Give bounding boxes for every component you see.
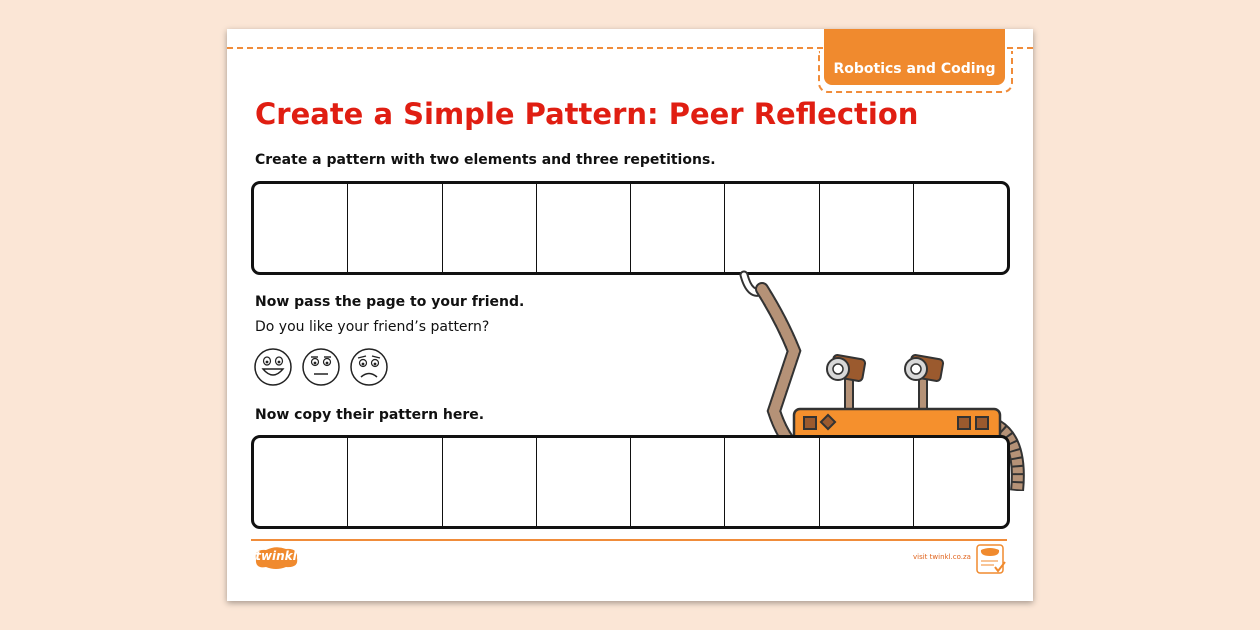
pattern-cell[interactable] bbox=[914, 438, 1007, 526]
worksheet-page bbox=[227, 29, 1033, 601]
pattern-cell[interactable] bbox=[254, 184, 348, 272]
pattern-cell[interactable] bbox=[725, 438, 819, 526]
pattern-cell[interactable] bbox=[820, 438, 914, 526]
page-title: Create a Simple Pattern: Peer Reflection bbox=[255, 97, 919, 131]
pattern-cell[interactable] bbox=[820, 184, 914, 272]
pattern-cell[interactable] bbox=[348, 438, 442, 526]
question-like-pattern: Do you like your friend’s pattern? bbox=[255, 319, 490, 335]
pattern-cell[interactable] bbox=[914, 184, 1007, 272]
happy-face-icon[interactable] bbox=[253, 347, 293, 387]
logo-text: twinkl bbox=[255, 549, 297, 563]
footer-url[interactable]: visit twinkl.co.za bbox=[913, 553, 971, 561]
rating-faces bbox=[253, 347, 389, 387]
pattern-cell[interactable] bbox=[443, 438, 537, 526]
neutral-face-icon[interactable] bbox=[301, 347, 341, 387]
pattern-cell[interactable] bbox=[537, 438, 631, 526]
checked-badge-icon bbox=[976, 544, 1006, 574]
pattern-cell[interactable] bbox=[348, 184, 442, 272]
instruction-pass-page: Now pass the page to your friend. bbox=[255, 294, 525, 310]
twinkl-logo bbox=[252, 545, 300, 571]
pattern-cell[interactable] bbox=[537, 184, 631, 272]
pattern-cell[interactable] bbox=[725, 184, 819, 272]
pattern-cell[interactable] bbox=[254, 438, 348, 526]
pattern-cell[interactable] bbox=[443, 184, 537, 272]
instruction-copy-pattern: Now copy their pattern here. bbox=[255, 407, 485, 423]
sad-face-icon[interactable] bbox=[349, 347, 389, 387]
instruction-create-pattern: Create a pattern with two elements and three repetitions. bbox=[255, 152, 716, 168]
pattern-cell[interactable] bbox=[631, 438, 725, 526]
category-tab-label: Robotics and Coding bbox=[833, 61, 996, 77]
pattern-grid-bottom bbox=[251, 435, 1010, 529]
footer-divider bbox=[251, 539, 1007, 541]
pattern-cell[interactable] bbox=[631, 184, 725, 272]
